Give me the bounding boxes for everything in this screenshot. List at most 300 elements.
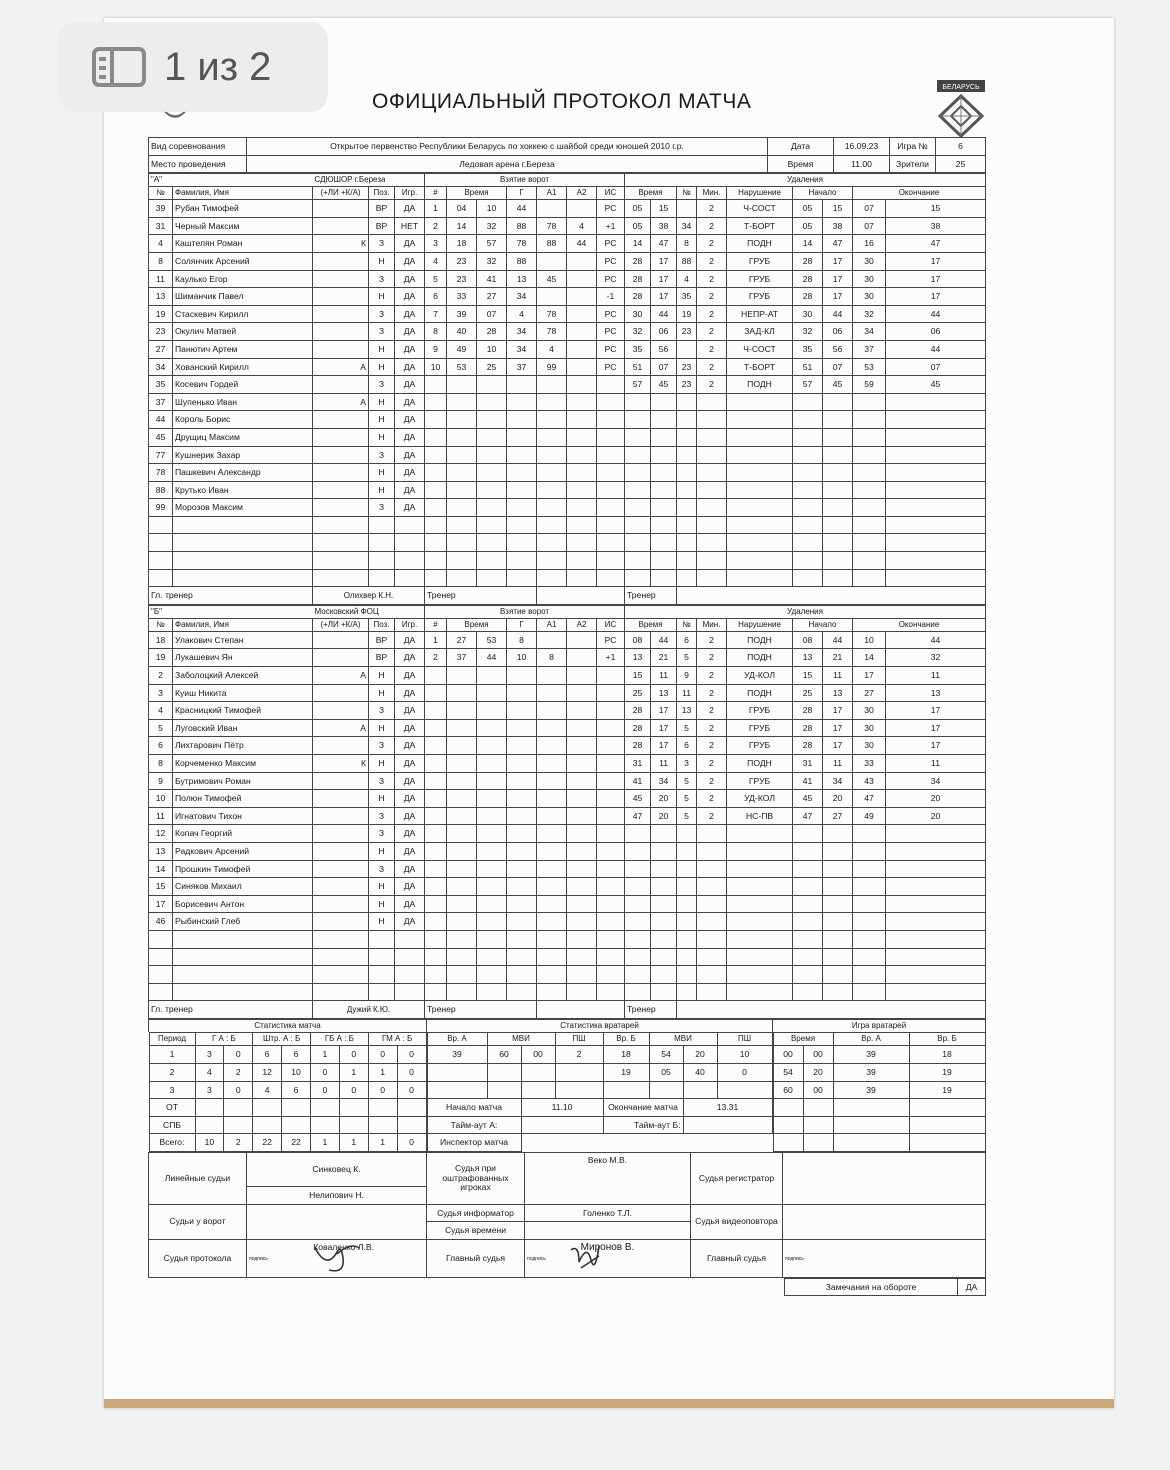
player-captain: [313, 825, 369, 843]
col-li: (+ЛИ +К/А): [313, 618, 369, 631]
penalty-player: 34: [677, 217, 697, 235]
table-row: [149, 649, 986, 667]
goalie-game-table: [773, 1032, 986, 1152]
penalty-minute: 05: [625, 200, 651, 218]
player-captain: [313, 772, 369, 790]
goal-minute: [447, 411, 477, 429]
player-number: 8: [149, 755, 173, 773]
team-b-table: [148, 605, 986, 1019]
col-pen-num: №: [677, 187, 697, 200]
penalty-player: 19: [677, 305, 697, 323]
goal-minute: [447, 393, 477, 411]
penalty-player: 5: [677, 719, 697, 737]
goal-minute: 14: [447, 217, 477, 235]
penalty-minute: 35: [625, 340, 651, 358]
goal-index: [425, 737, 447, 755]
protocol-judge-label: Судья протокола: [149, 1239, 247, 1277]
goal-assist-1: 78: [537, 305, 567, 323]
col-pen-infraction: Нарушение: [727, 187, 793, 200]
penalty-start-second: [823, 516, 853, 534]
player-name: Морозов Максим: [173, 499, 313, 517]
player-captain: [313, 913, 369, 931]
head-coach-label: Гл. тренер: [149, 587, 313, 605]
goal-scorer: [507, 966, 537, 984]
col-goal-g: Г: [507, 618, 537, 631]
penalty-infraction: [727, 516, 793, 534]
player-position: З: [369, 702, 395, 720]
page-counter-badge[interactable]: [58, 22, 328, 112]
stats-ppg-b: 1: [339, 1064, 368, 1082]
goal-minute: 23: [447, 252, 477, 270]
penalty-second: [651, 446, 677, 464]
goal-minute: [447, 684, 477, 702]
penalty-start-minute: 15: [793, 667, 823, 685]
penalty-start-second: 07: [823, 358, 853, 376]
penalty-end-minute: 17: [853, 667, 886, 685]
player-name: Король Борис: [173, 411, 313, 429]
penalty-second: [651, 552, 677, 570]
player-position: З: [369, 323, 395, 341]
goal-situation: [597, 464, 625, 482]
goal-scorer: 34: [507, 323, 537, 341]
goal-index: [425, 790, 447, 808]
penalty-minutes: 2: [697, 288, 727, 306]
player-position: Н: [369, 481, 395, 499]
player-number: 15: [149, 878, 173, 896]
penalty-minutes: 2: [697, 684, 727, 702]
player-number: 34: [149, 358, 173, 376]
penalty-end-minute: 59: [853, 376, 886, 394]
penalty-infraction: Ч-СОСТ: [727, 340, 793, 358]
goal-minute: [447, 755, 477, 773]
penalty-judge-label: Судья при оштрафованных игроках: [427, 1152, 525, 1204]
penalty-minute: [625, 842, 651, 860]
col-pen-infraction: Нарушение: [727, 618, 793, 631]
player-plays: [395, 966, 425, 984]
goal-scorer: [507, 393, 537, 411]
player-name: Пашкевич Александр: [173, 464, 313, 482]
player-captain: [313, 702, 369, 720]
gg-col-a: Вр. А: [833, 1033, 909, 1046]
player-plays: ДА: [395, 913, 425, 931]
player-name: Луговский Иван: [173, 719, 313, 737]
penalty-infraction: [727, 569, 793, 587]
penalty-minute: 14: [625, 235, 651, 253]
goal-index: [425, 719, 447, 737]
penalty-end-minute: [853, 411, 886, 429]
penalty-start-minute: [793, 481, 823, 499]
goal-second: [477, 376, 507, 394]
penalty-end-second: [886, 516, 986, 534]
player-plays: ДА: [395, 376, 425, 394]
player-name: [173, 966, 313, 984]
player-plays: ДА: [395, 895, 425, 913]
player-position: Н: [369, 340, 395, 358]
player-name: [173, 930, 313, 948]
table-row: [149, 1064, 426, 1082]
goal-scorer: [507, 499, 537, 517]
table-row: [773, 1064, 985, 1082]
stats-pim-a: [253, 1116, 282, 1134]
penalty-end-minute: [853, 464, 886, 482]
penalty-start-minute: 28: [793, 270, 823, 288]
goal-situation: [597, 913, 625, 931]
penalty-infraction: ЗАД-КЛ: [727, 323, 793, 341]
penalty-minutes: [697, 481, 727, 499]
penalty-end-minute: [853, 481, 886, 499]
goal-second: [477, 755, 507, 773]
goal-minute: 49: [447, 340, 477, 358]
player-number: 19: [149, 649, 173, 667]
goal-assist-1: [537, 825, 567, 843]
goal-minute: 39: [447, 305, 477, 323]
table-row: [149, 719, 986, 737]
goal-assist-2: [567, 737, 597, 755]
goal-index: [425, 667, 447, 685]
penalty-minutes: [697, 966, 727, 984]
player-position: З: [369, 305, 395, 323]
penalty-end-minute: 07: [853, 200, 886, 218]
penalty-start-second: 21: [823, 649, 853, 667]
player-position: З: [369, 807, 395, 825]
penalty-minutes: [697, 552, 727, 570]
table-row: [149, 499, 986, 517]
stats-period: 3: [149, 1081, 195, 1099]
player-captain: [313, 516, 369, 534]
penalty-minutes: [697, 428, 727, 446]
goal-minute: [447, 737, 477, 755]
penalty-end-minute: [853, 499, 886, 517]
goal-assist-1: [537, 376, 567, 394]
goal-scorer: [507, 376, 537, 394]
col-a2: А2: [567, 187, 597, 200]
penalty-minute: 32: [625, 323, 651, 341]
goal-assist-2: [567, 755, 597, 773]
goal-scorer: [507, 913, 537, 931]
penalty-infraction: [727, 481, 793, 499]
goal-assist-2: [567, 552, 597, 570]
goal-assist-2: [567, 966, 597, 984]
player-position: Н: [369, 428, 395, 446]
col-play: Игр.: [395, 618, 425, 631]
player-name: Борисевич Антон: [173, 895, 313, 913]
penalty-start-minute: 28: [793, 719, 823, 737]
stats-pim-b: 6: [282, 1046, 311, 1064]
goal-index: 5: [425, 270, 447, 288]
penalty-start-minute: [793, 411, 823, 429]
goal-assist-1: [537, 719, 567, 737]
player-position: Н: [369, 393, 395, 411]
penalty-end-minute: [853, 569, 886, 587]
goal-scorer: 34: [507, 288, 537, 306]
penalty-end-minute: [853, 930, 886, 948]
goal-situation: [597, 948, 625, 966]
penalty-end-second: [886, 842, 986, 860]
player-plays: [395, 569, 425, 587]
table-row: [149, 702, 986, 720]
col-pen-end: Окончание: [853, 187, 986, 200]
goal-assist-2: [567, 358, 597, 376]
goal-index: 2: [425, 649, 447, 667]
penalty-minutes: 2: [697, 737, 727, 755]
player-number: 78: [149, 464, 173, 482]
match-stats-table: [149, 1032, 427, 1152]
player-position: [369, 552, 395, 570]
table-row: [427, 1064, 772, 1082]
penalty-end-second: [886, 878, 986, 896]
goal-minute: [447, 376, 477, 394]
player-captain: [313, 966, 369, 984]
gs-col-goalie-b: Вр. Б: [603, 1033, 649, 1046]
penalty-second: [651, 534, 677, 552]
col-li: (+ЛИ +К/А): [313, 187, 369, 200]
gs-toi-a-min: [487, 1064, 521, 1082]
goal-assist-2: [567, 516, 597, 534]
player-captain: А: [313, 358, 369, 376]
col-a1: А1: [537, 187, 567, 200]
goal-second: [477, 719, 507, 737]
penalty-minute: 31: [625, 755, 651, 773]
penalty-end-minute: 14: [853, 649, 886, 667]
penalty-player: 5: [677, 649, 697, 667]
player-position: Н: [369, 755, 395, 773]
player-position: [369, 948, 395, 966]
gs-goalie-a: 39: [427, 1046, 487, 1064]
goal-second: 25: [477, 358, 507, 376]
goal-second: [477, 481, 507, 499]
penalty-second: 17: [651, 737, 677, 755]
stats-goals-a: 10: [195, 1134, 224, 1152]
goal-scorer: 88: [507, 217, 537, 235]
penalty-minute: [625, 534, 651, 552]
goal-scorer: [507, 428, 537, 446]
goal-assist-2: 44: [567, 235, 597, 253]
penalty-start-minute: 31: [793, 755, 823, 773]
player-captain: [313, 552, 369, 570]
penalty-end-second: 32: [886, 649, 986, 667]
gs-col-goalie-a: Вр. А: [427, 1033, 487, 1046]
match-end-value: 13.31: [683, 1099, 772, 1117]
match-header: [148, 137, 986, 173]
col-goal-g: Г: [507, 187, 537, 200]
penalty-infraction: ГРУБ: [727, 702, 793, 720]
table-row: [149, 1134, 426, 1152]
goal-second: [477, 790, 507, 808]
table-row: [149, 1081, 426, 1099]
stats-pim-b: 22: [282, 1134, 311, 1152]
goal-situation: РС: [597, 305, 625, 323]
player-captain: [313, 499, 369, 517]
goal-minute: [447, 446, 477, 464]
goal-minute: [447, 842, 477, 860]
goal-second: [477, 393, 507, 411]
goal-assist-2: [567, 860, 597, 878]
player-position: [369, 966, 395, 984]
penalty-minutes: 2: [697, 340, 727, 358]
col-pen-num: №: [677, 618, 697, 631]
player-name: Лихтарович Пётр: [173, 737, 313, 755]
penalty-player: 6: [677, 631, 697, 649]
table-row: [149, 737, 986, 755]
goal-assist-1: [537, 755, 567, 773]
goal-second: [477, 702, 507, 720]
goal-scorer: 78: [507, 235, 537, 253]
timeout-a-label: Тайм-аут А:: [427, 1116, 521, 1134]
penalty-start-second: [823, 428, 853, 446]
penalty-second: 06: [651, 323, 677, 341]
gs-toi-b-min: 05: [649, 1064, 683, 1082]
penalty-infraction: [727, 499, 793, 517]
penalty-start-second: 11: [823, 667, 853, 685]
penalty-start-second: [823, 860, 853, 878]
stats-pim-a: 6: [253, 1046, 282, 1064]
penalty-infraction: НЕПР-АТ: [727, 305, 793, 323]
player-plays: ДА: [395, 702, 425, 720]
goal-situation: [597, 983, 625, 1001]
competition-value: Открытое первенство Республики Беларусь по хоккею с шайбой среди юношей 2010 г.р.: [247, 138, 768, 156]
goal-index: [425, 516, 447, 534]
player-number: 12: [149, 825, 173, 843]
player-name: Рубан Тимофей: [173, 200, 313, 218]
player-captain: [313, 930, 369, 948]
player-plays: [395, 534, 425, 552]
penalty-start-minute: [793, 393, 823, 411]
player-captain: [313, 895, 369, 913]
penalty-second: [651, 481, 677, 499]
player-number: 44: [149, 411, 173, 429]
penalty-end-second: [886, 860, 986, 878]
penalty-infraction: ГРУБ: [727, 288, 793, 306]
penalty-end-second: 38: [886, 217, 986, 235]
stats-ppg-b: 1: [339, 1134, 368, 1152]
penalty-player: [677, 428, 697, 446]
col-pen-min: Мин.: [697, 618, 727, 631]
penalty-infraction: Ч-СОСТ: [727, 200, 793, 218]
player-captain: [313, 481, 369, 499]
goal-index: 6: [425, 288, 447, 306]
player-name: Куиш Никита: [173, 684, 313, 702]
goal-situation: РС: [597, 323, 625, 341]
penalty-second: 13: [651, 684, 677, 702]
penalty-end-second: 17: [886, 288, 986, 306]
penalty-end-second: 15: [886, 200, 986, 218]
table-row: [149, 340, 986, 358]
penalty-infraction: ПОДН: [727, 235, 793, 253]
player-plays: ДА: [395, 270, 425, 288]
penalty-player: 13: [677, 702, 697, 720]
penalty-second: [651, 895, 677, 913]
goal-assist-1: [537, 569, 567, 587]
penalty-start-second: 15: [823, 200, 853, 218]
stats-ppg-a: 0: [311, 1064, 340, 1082]
player-position: [369, 930, 395, 948]
stats-period: Всего:: [149, 1134, 195, 1152]
player-number: 9: [149, 772, 173, 790]
penalty-minutes: 2: [697, 649, 727, 667]
stats-ppg-b: 0: [339, 1046, 368, 1064]
goalie-stats-table: [427, 1032, 773, 1152]
penalty-second: 17: [651, 719, 677, 737]
penalty-minute: [625, 516, 651, 534]
penalty-player: [677, 930, 697, 948]
goal-second: [477, 569, 507, 587]
penalty-minute: [625, 930, 651, 948]
penalty-start-minute: 28: [793, 252, 823, 270]
goal-assist-2: [567, 807, 597, 825]
table-row: [149, 790, 986, 808]
goal-index: [425, 428, 447, 446]
player-captain: [313, 252, 369, 270]
penalty-second: [651, 878, 677, 896]
player-plays: ДА: [395, 807, 425, 825]
goal-assist-1: [537, 516, 567, 534]
penalties-title: Удаления: [625, 605, 986, 618]
col-pos: Поз.: [369, 618, 395, 631]
goal-second: 32: [477, 252, 507, 270]
gg-second: 00: [803, 1081, 833, 1099]
penalty-start-second: [823, 499, 853, 517]
penalty-start-second: [823, 534, 853, 552]
goal-assist-1: [537, 684, 567, 702]
penalty-end-second: 11: [886, 755, 986, 773]
penalty-end-minute: 32: [853, 305, 886, 323]
match-end-label: Окончание матча: [603, 1099, 683, 1117]
table-row: [149, 966, 986, 984]
goal-minute: [447, 667, 477, 685]
penalty-end-minute: 30: [853, 288, 886, 306]
goal-assist-1: 8: [537, 649, 567, 667]
goal-assist-1: [537, 860, 567, 878]
player-name: Панютич Артем: [173, 340, 313, 358]
goal-assist-1: 45: [537, 270, 567, 288]
goal-assist-1: [537, 895, 567, 913]
penalty-minute: 28: [625, 252, 651, 270]
goal-minute: [447, 464, 477, 482]
penalty-end-minute: 10: [853, 631, 886, 649]
player-plays: ДА: [395, 878, 425, 896]
penalty-minutes: [697, 446, 727, 464]
penalty-minute: 30: [625, 305, 651, 323]
player-captain: [313, 446, 369, 464]
player-name: Солянчик Арсений: [173, 252, 313, 270]
penalty-end-second: 13: [886, 684, 986, 702]
player-name: Игнатович Тихон: [173, 807, 313, 825]
penalty-minutes: [697, 878, 727, 896]
goal-situation: [597, 807, 625, 825]
penalty-infraction: [727, 393, 793, 411]
gs-toi-b-sec: 40: [683, 1064, 717, 1082]
col-play: Игр.: [395, 187, 425, 200]
penalty-player: [677, 393, 697, 411]
penalty-start-minute: 28: [793, 737, 823, 755]
penalty-start-second: [823, 948, 853, 966]
penalty-player: [677, 895, 697, 913]
penalty-minutes: 2: [697, 631, 727, 649]
goal-scorer: [507, 930, 537, 948]
penalty-end-minute: 30: [853, 719, 886, 737]
stats-goals-b: 0: [224, 1081, 253, 1099]
penalty-end-minute: 33: [853, 755, 886, 773]
protocol-form: [148, 137, 986, 1296]
penalty-end-minute: [853, 878, 886, 896]
player-position: [369, 569, 395, 587]
logo-text: БЕЛАРУСЬ: [942, 84, 980, 91]
stats-col-period: Период: [149, 1033, 195, 1046]
stats-pim-a: 22: [253, 1134, 282, 1152]
penalty-minute: 13: [625, 649, 651, 667]
penalty-infraction: [727, 860, 793, 878]
penalty-second: 17: [651, 270, 677, 288]
